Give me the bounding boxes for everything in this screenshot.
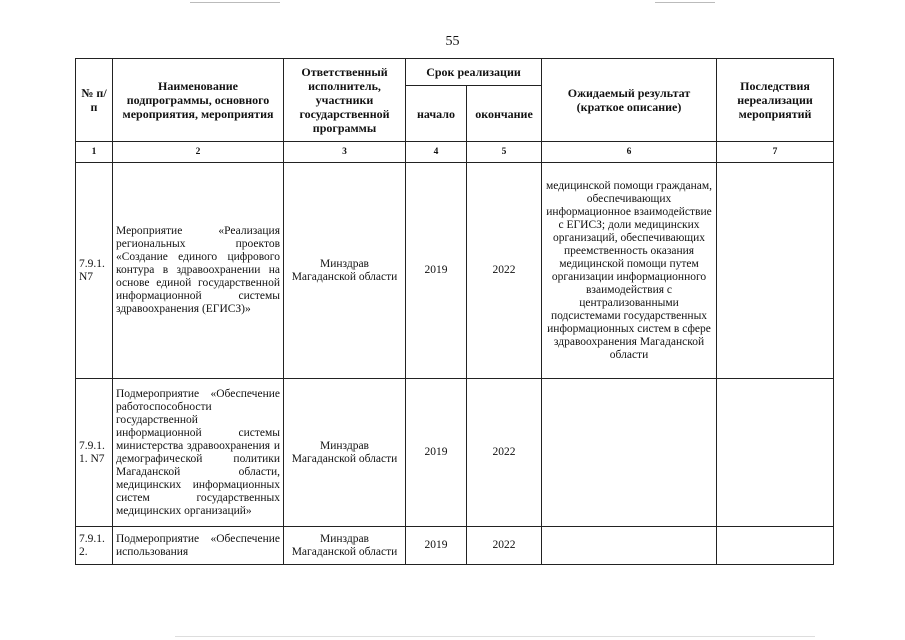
column-number: 1 — [76, 142, 113, 163]
scan-artifact-top-right — [655, 2, 715, 3]
column-number: 4 — [406, 142, 467, 163]
row-consequences — [717, 527, 834, 565]
page-number: 55 — [445, 34, 460, 49]
column-number-row — [76, 142, 834, 163]
column-number: 2 — [113, 142, 284, 163]
program-table — [75, 58, 834, 565]
header-period: Срок реализации — [406, 59, 542, 86]
row-start: 2019 — [406, 379, 467, 527]
header-consequences: Последствия нереализации мероприятий — [717, 59, 834, 142]
header-start: начало — [406, 86, 467, 142]
header-responsible: Ответственный исполнитель, участники государственной программы — [284, 59, 406, 142]
column-number: 5 — [467, 142, 542, 163]
row-end: 2022 — [467, 163, 542, 379]
row-responsible: Минздрав Магаданской области — [284, 379, 406, 527]
header-result: Ожидаемый результат (краткое описание) — [542, 59, 717, 142]
row-consequences — [717, 379, 834, 527]
row-name: Мероприятие «Реализация региональных проектов «Создание единого цифрового контура в здравоохранении на основе единой государственной информационной системы здравоохранения (ЕГИСЗ)» — [113, 163, 284, 379]
row-number: 7.9.1. 2. — [76, 527, 113, 565]
row-responsible: Минздрав Магаданской области — [284, 527, 406, 565]
header-name: Наименование подпрограммы, основного мероприятия, мероприятия — [113, 59, 284, 142]
column-number: 7 — [717, 142, 834, 163]
row-number: 7.9.1. 1. N7 — [76, 379, 113, 527]
table-row — [76, 379, 834, 527]
table-row — [76, 163, 834, 379]
row-responsible: Минздрав Магаданской области — [284, 163, 406, 379]
row-result — [542, 379, 717, 527]
row-result — [542, 527, 717, 565]
scan-artifact-top — [190, 2, 280, 3]
row-end: 2022 — [467, 527, 542, 565]
row-name: Подмероприятие «Обеспечение использования — [113, 527, 284, 565]
column-number: 3 — [284, 142, 406, 163]
table-row — [76, 527, 834, 565]
scan-artifact-bottom — [175, 636, 815, 637]
row-consequences — [717, 163, 834, 379]
row-end: 2022 — [467, 379, 542, 527]
row-result: медицинской помощи гражданам, обеспечивающих информационное взаимодействие с ЕГИСЗ; доли медицинских организаций, обеспечивающих преемственность оказания медицинской помощи путем организации информационного взаимодействия с централизованными подсистемами государственных информационных систем в сфере здравоохранения Магаданской области — [542, 163, 717, 379]
row-number: 7.9.1. N7 — [76, 163, 113, 379]
column-number: 6 — [542, 142, 717, 163]
row-start: 2019 — [406, 527, 467, 565]
header-end: окончание — [467, 86, 542, 142]
header-num: № п/п — [76, 59, 113, 142]
row-start: 2019 — [406, 163, 467, 379]
row-name: Подмероприятие «Обеспечение работоспособности государственной информационной системы министерства здравоохранения и демографической политики Магаданской области, медицинских информационных систем государственных медицинских организаций» — [113, 379, 284, 527]
